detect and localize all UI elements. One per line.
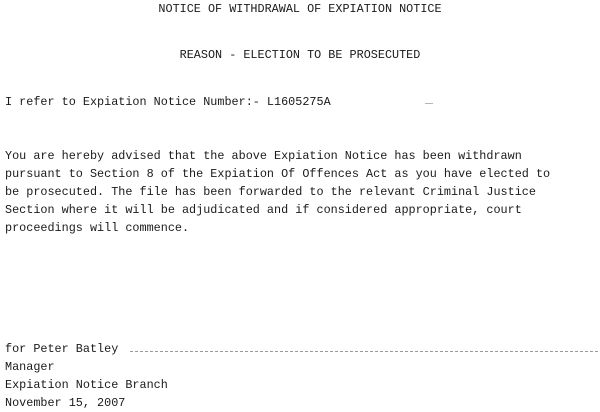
notice-reason: REASON - ELECTION TO BE PROSECUTED [179,48,421,62]
reference-line: I refer to Expiation Notice Number:- L1605275A [5,95,331,109]
signatory-title: Manager [5,360,55,374]
branch-name: Expiation Notice Branch [5,378,168,392]
body-line: proceedings will commence. [5,221,190,235]
body-line: You are hereby advised that the above Expiation Notice has been withdrawn [5,149,522,163]
signature-for-line: for Peter Batley [5,342,119,356]
body-line: Section where it will be adjudicated and if considered appropriate, court [5,203,522,217]
notice-body [5,147,597,237]
scan-mark [425,103,433,104]
body-line: be prosecuted. The file has been forwarded to the relevant Criminal Justice [5,185,536,199]
notice-title: NOTICE OF WITHDRAWAL OF EXPIATION NOTICE [158,2,442,16]
signature-block [5,340,168,412]
notice-date: November 15, 2007 [5,396,126,410]
signature-line [130,351,598,352]
body-line: pursuant to Section 8 of the Expiation Of Offences Act as you have elected to [5,167,551,181]
